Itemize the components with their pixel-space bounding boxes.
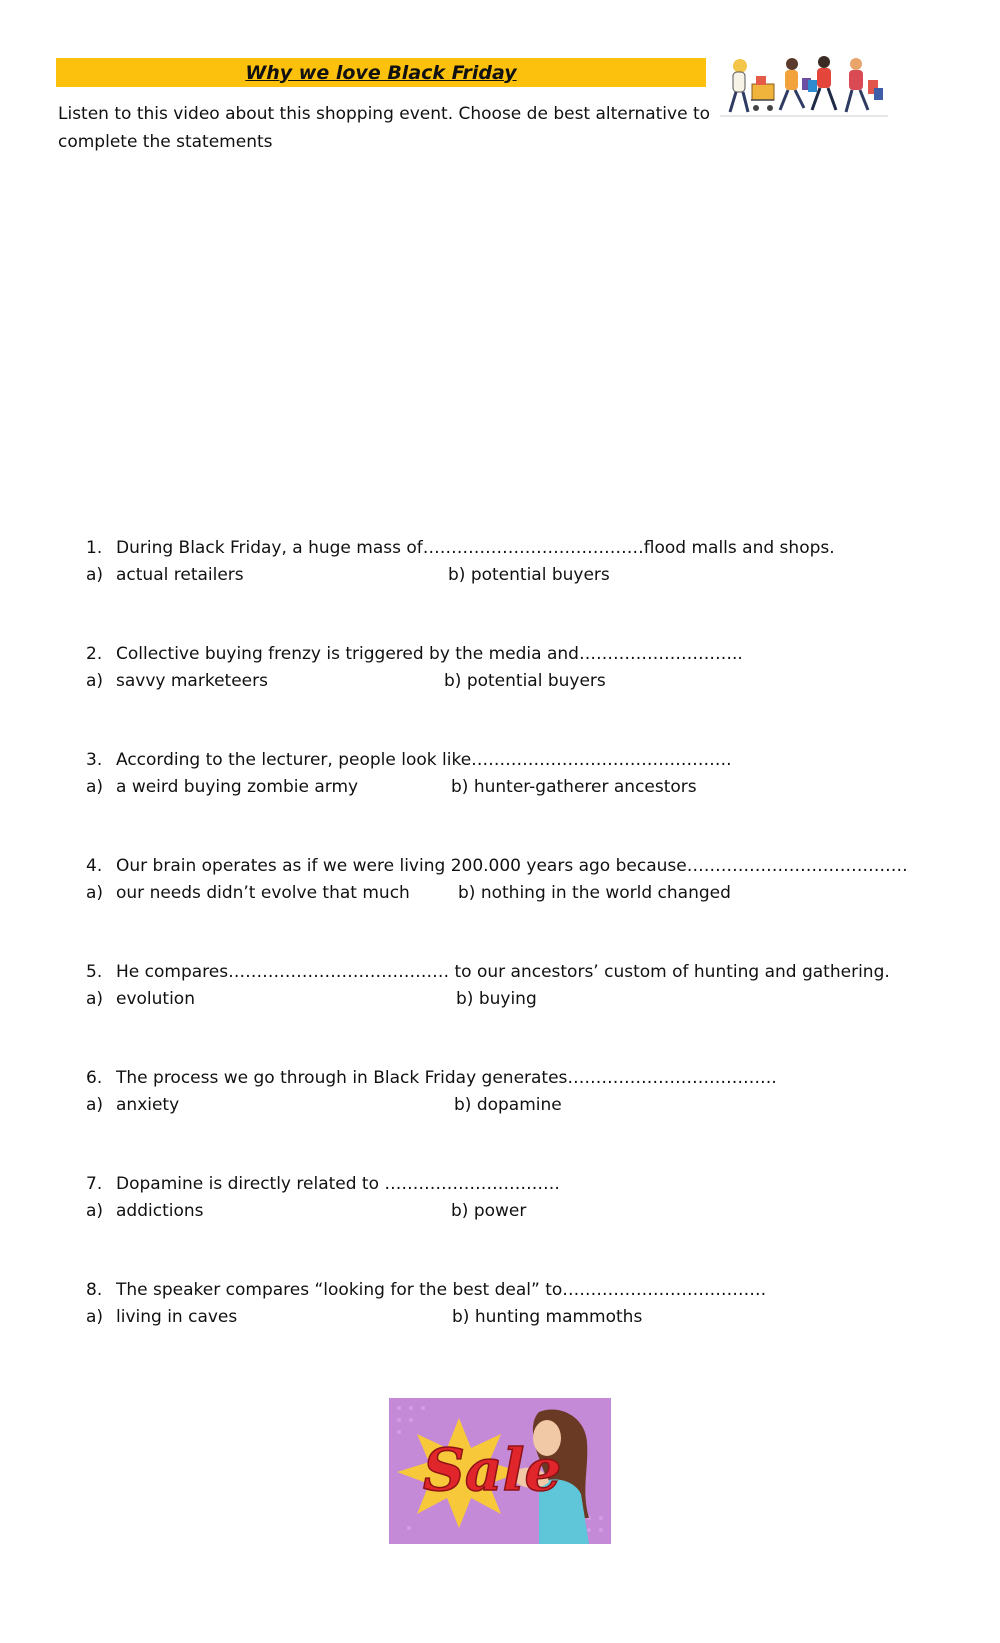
question-number: 3. xyxy=(86,750,103,770)
option-letter: a) xyxy=(86,671,104,691)
question-stem xyxy=(86,535,835,561)
option-letter: a) xyxy=(86,1307,104,1327)
option-a-text: savvy marketeers xyxy=(116,671,268,691)
question-number: 1. xyxy=(86,538,103,558)
question-stem xyxy=(86,1277,766,1303)
option-b[interactable]: b) hunting mammoths xyxy=(452,1307,643,1327)
option-b[interactable]: b) nothing in the world changed xyxy=(458,883,731,903)
option-a[interactable] xyxy=(86,1092,179,1118)
option-a-text: a weird buying zombie army xyxy=(116,777,359,797)
option-a[interactable] xyxy=(86,562,244,588)
option-a-text: addictions xyxy=(116,1201,204,1221)
option-a-text: our needs didn’t evolve that much xyxy=(116,883,410,903)
question-text: During Black Friday, a huge mass of…………………………………flood malls and shops. xyxy=(116,538,835,558)
question-text: According to the lecturer, people look like………………………………………. xyxy=(116,750,732,770)
sale-woman-hug-illustration xyxy=(389,1398,611,1544)
question-text: He compares………………………………… to our ancestors’ custom of hunting and gathering. xyxy=(116,962,890,982)
question-text: Dopamine is directly related to …………………………. xyxy=(116,1174,560,1194)
option-letter: a) xyxy=(86,1201,104,1221)
question-number: 7. xyxy=(86,1174,103,1194)
option-b[interactable]: b) dopamine xyxy=(454,1095,562,1115)
question-text: Our brain operates as if we were living 200.000 years ago because………………………………… xyxy=(116,856,908,876)
question-stem xyxy=(86,1171,560,1197)
question-text: The speaker compares “looking for the best deal” to……………………………… xyxy=(116,1280,767,1300)
option-letter: a) xyxy=(86,777,104,797)
option-a-text: evolution xyxy=(116,989,195,1009)
question-stem xyxy=(86,641,743,667)
instructions-text: Listen to this video about this shopping event. Choose de best alternative to complete the statements xyxy=(58,104,711,152)
title-banner xyxy=(56,58,706,87)
question-text: Collective buying frenzy is triggered by the media and……………………….. xyxy=(116,644,743,664)
option-a[interactable] xyxy=(86,986,195,1012)
option-a[interactable] xyxy=(86,1304,237,1330)
option-a[interactable] xyxy=(86,668,268,694)
question-stem xyxy=(86,1065,777,1091)
question-stem xyxy=(86,853,908,879)
option-letter: a) xyxy=(86,1095,104,1115)
option-b[interactable]: b) potential buyers xyxy=(448,565,610,585)
worksheet-title: Why we love Black Friday xyxy=(245,61,517,84)
question-number: 8. xyxy=(86,1280,103,1300)
question-number: 2. xyxy=(86,644,103,664)
question-number: 4. xyxy=(86,856,103,876)
option-a[interactable] xyxy=(86,774,358,800)
sale-word: Sale xyxy=(423,1436,562,1504)
option-b[interactable]: b) buying xyxy=(456,989,537,1009)
option-b[interactable]: b) power xyxy=(451,1201,527,1221)
question-number: 6. xyxy=(86,1068,103,1088)
option-a-text: living in caves xyxy=(116,1307,238,1327)
question-stem xyxy=(86,959,890,985)
option-a-text: anxiety xyxy=(116,1095,180,1115)
option-a[interactable] xyxy=(86,880,410,906)
question-number: 5. xyxy=(86,962,103,982)
option-letter: a) xyxy=(86,989,104,1009)
option-a[interactable] xyxy=(86,1198,204,1224)
question-text: The process we go through in Black Friday generates………………………………. xyxy=(116,1068,777,1088)
shoppers-running-illustration xyxy=(718,50,890,122)
option-letter: a) xyxy=(86,883,104,903)
option-a-text: actual retailers xyxy=(116,565,244,585)
option-letter: a) xyxy=(86,565,104,585)
question-stem xyxy=(86,747,732,773)
option-b[interactable]: b) hunter-gatherer ancestors xyxy=(451,777,697,797)
option-b[interactable]: b) potential buyers xyxy=(444,671,606,691)
